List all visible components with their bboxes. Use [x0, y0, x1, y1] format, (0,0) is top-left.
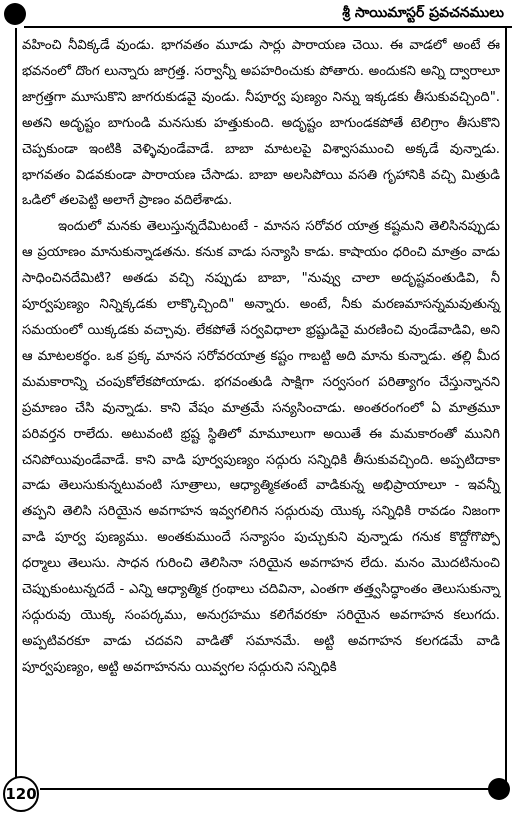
- page-header: [0, 0, 520, 30]
- footer-ornament-dot: [488, 778, 510, 800]
- page-number: 120: [3, 776, 39, 812]
- header-ornament-dot: [4, 3, 26, 25]
- body-text: [22, 33, 500, 681]
- paragraph-1: వహించి నీవిక్కడే వుండు. భాగవతం మూడు సార్లు పారాయణ చెయి. ఈ వాడలో అంటే ఈ భవనంలో దొంగ లున్నారు జాగ్రత్త. సర్వాన్నీ అపహరించుకు పోతారు. అందుకని అన్ని ద్వారాలూ జాగ్రత్తగా మూసుకొని జాగరుకుడవై వుండు. నీపూర్వ పుణ్యం నిన్ను ఇక్కడకు తీసుకువచ్చింది". అతని అదృష్టం బాగుండి మనసుకు హత్తుకుంది. అదృష్టం బాగుండకపోతే టెలిగ్రాం తీసుకొని చెప్పకుండా ఇంటికి వెళ్ళివుండేవాడే. బాబా మాటలపై విశ్వాసముంచి అక్కడే వున్నాడు. భాగవతం విడవకుండా పారాయణ చేసాడు. బాబా అలసిపోయి వసతి గృహానికి వచ్చి మిత్రుడి ఒడిలో తలపెట్టి అలాగే ప్రాణం వదిలేశాడు.: [22, 38, 500, 209]
- footer-rule: [40, 788, 492, 790]
- running-title: శ్రీ సాయిమాస్టర్ ప్రవచనములు: [342, 5, 504, 21]
- paragraph-2: ఇందులో మనకు తెలుస్తున్నదేమిటంటే - మానస సరోవర యాత్ర కష్టమని తెలిసినప్పుడు ఆ ప్రయాణం మానుకున్నాడతను. కనుక వాడు సన్యాసి కాడు. కాషాయం ధరించి మాత్రం వాడు సాధించినదేమిటి? అతడు వచ్చి నప్పుడు బాబా, "నువ్వు చాలా అదృష్టవంతుడివి, నీ పూర్వపుణ్యం నిన్నిక్కడకు లాక్కొచ్చింది" అన్నారు. అంటే, నీకు మరణమాసన్నమవుతున్న సమయంలో యిక్కడకు వచ్చావు. లేకపోతే సర్వవిధాలా భ్రష్టుడివై మరణించి వుండేవాడివి, అని ఆ మాటలకర్థం. ఒక ప్రక్క మానస సరోవరయాత్ర కష్టం గాబట్టి అది మాను కున్నాడు. తల్లి మీద మమకారాన్ని చంపుకోలేకపోయాడు. భగవంతుడి సాక్షిగా సర్వసంగ పరిత్యాగం చేస్తున్నానని ప్రమాణం చేసి వున్నాడు. కాని వేషం మాత్రమే సన్యసించాడు. అంతరంగంలో ఏ మాత్రమూ పరివర్తన రాలేదు. అటువంటి భ్రష్ట స్థితిలో మామూలుగా అయితే ఈ మమకారంతో మునిగి చనిపోయివుండేవాడే. కాని వాడి పూర్వపుణ్యం సద్గురు సన్నిధికి తీసుకువచ్చింది. అప్పటిదాకా వాడు తెలుసుకున్నటువంటి సూత్రాలు, ఆధ్యాత్మికతంటే వాడికున్న అభిప్రాయాలూ - ఇవన్నీ తప్పని తెలిసి సరియైన అవగాహన ఇవ్వగలిగిన సద్గురువు యొక్క సన్నిధికి రావడం నిజంగా వాడి పూర్వ పుణ్యము. అంతకుముందే సన్యాసం పుచ్చుకుని వున్నాడు గనుక కొద్దోగొప్పో ధర్మాలు తెలుసు. సాధన గురించి తెలిసినా సరియైన అవగాహన లేదు. మనం మొదటినుంచి చెప్పుకుంటున్నదదే - ఎన్ని ఆధ్యాత్మిక గ్రంథాలు చదివినా, ఎంతగా తత్త్వసిద్ధాంతం తెలుసుకున్నా సద్గురువు యొక్క సంపర్కము, అనుగ్రహము కలిగేవరకూ సరియైన అవగాహన కలుగదు. అప్పటివరకూ వాడు చదవని వాడితో సమానమే. అట్టి అవగాహన కలగడమే వాడి పూర్వపుణ్యం, అట్టి అవగాహనను యివ్వగల సద్గురుని సన్నిధికి: [22, 219, 500, 675]
